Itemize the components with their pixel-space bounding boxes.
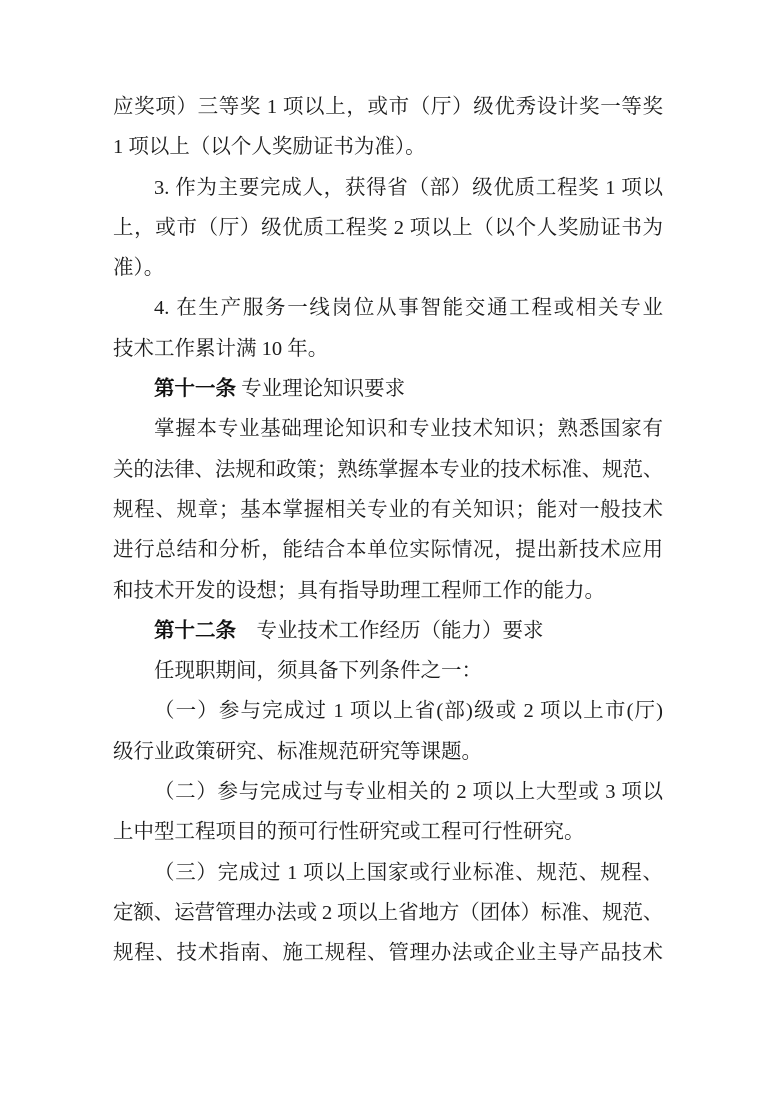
text-line [113,812,663,852]
text-segment: （一）参与完成过 1 项以上省(部)级或 2 项以上市(厅) [154,700,663,723]
text-line [113,329,663,369]
text-segment: （二）参与完成过与专业相关的 2 项以上大型或 3 项以 [154,781,663,804]
text-segment: 专业理论知识要求 [236,378,406,401]
text-segment: 掌握本专业基础理论知识和专业技术知识；熟悉国家有 [154,418,663,441]
text-line [113,772,663,812]
article-heading-number: 第十一条 [154,378,236,401]
text-segment: 关的法律、法规和政策；熟练掌握本专业的技术标准、规范、 [113,458,663,481]
text-line [113,490,663,530]
text-line [113,208,663,248]
text-segment: 专业技术工作经历（能力）要求 [236,619,544,642]
text-line [113,530,663,570]
text-line [113,450,663,490]
text-line [113,127,663,167]
text-segment: 进行总结和分析，能结合本单位实际情况，提出新技术应用 [113,539,663,562]
text-segment: 技术工作累计满 10 年。 [113,337,329,360]
text-line [113,288,663,328]
text-line [113,611,663,651]
text-segment: 级行业政策研究、标准规范研究等课题。 [113,740,482,763]
text-segment: 规程、技术指南、施工规程、管理办法或企业主导产品技术 [113,942,663,965]
text-line [113,853,663,893]
article-heading-number: 第十二条 [154,619,236,642]
text-segment: 上，或市（厅）级优质工程奖 2 项以上（以个人奖励证书为 [113,216,663,239]
text-segment: （三）完成过 1 项以上国家或行业标准、规范、规程、 [154,861,663,884]
text-segment: 3. 作为主要完成人，获得省（部）级优质工程奖 1 项以 [154,176,663,199]
text-line [113,87,663,127]
text-line [113,571,663,611]
text-segment: 定额、运营管理办法或 2 项以上省地方（团体）标准、规范、 [113,901,663,924]
text-line [113,933,663,973]
text-line [113,168,663,208]
text-segment: 上中型工程项目的预可行性研究或工程可行性研究。 [113,821,585,844]
text-segment: 4. 在生产服务一线岗位从事智能交通工程或相关专业 [154,297,663,320]
text-line [113,248,663,288]
text-segment: 规程、规章；基本掌握相关专业的有关知识；能对一般技术 [113,498,663,521]
text-line [113,893,663,933]
text-line [113,691,663,731]
text-line [113,651,663,691]
text-line [113,732,663,772]
text-line [113,369,663,409]
text-segment: 1 项以上（以个人奖励证书为准）。 [113,136,426,159]
text-segment: 和技术开发的设想；具有指导助理工程师工作的能力。 [113,579,605,602]
text-segment: 任现职期间，须具备下列条件之一： [154,660,482,683]
text-line [113,409,663,449]
document-body [113,87,663,974]
text-segment: 准）。 [113,257,165,280]
text-segment: 应奖项）三等奖 1 项以上，或市（厅）级优秀设计奖一等奖 [113,96,663,118]
